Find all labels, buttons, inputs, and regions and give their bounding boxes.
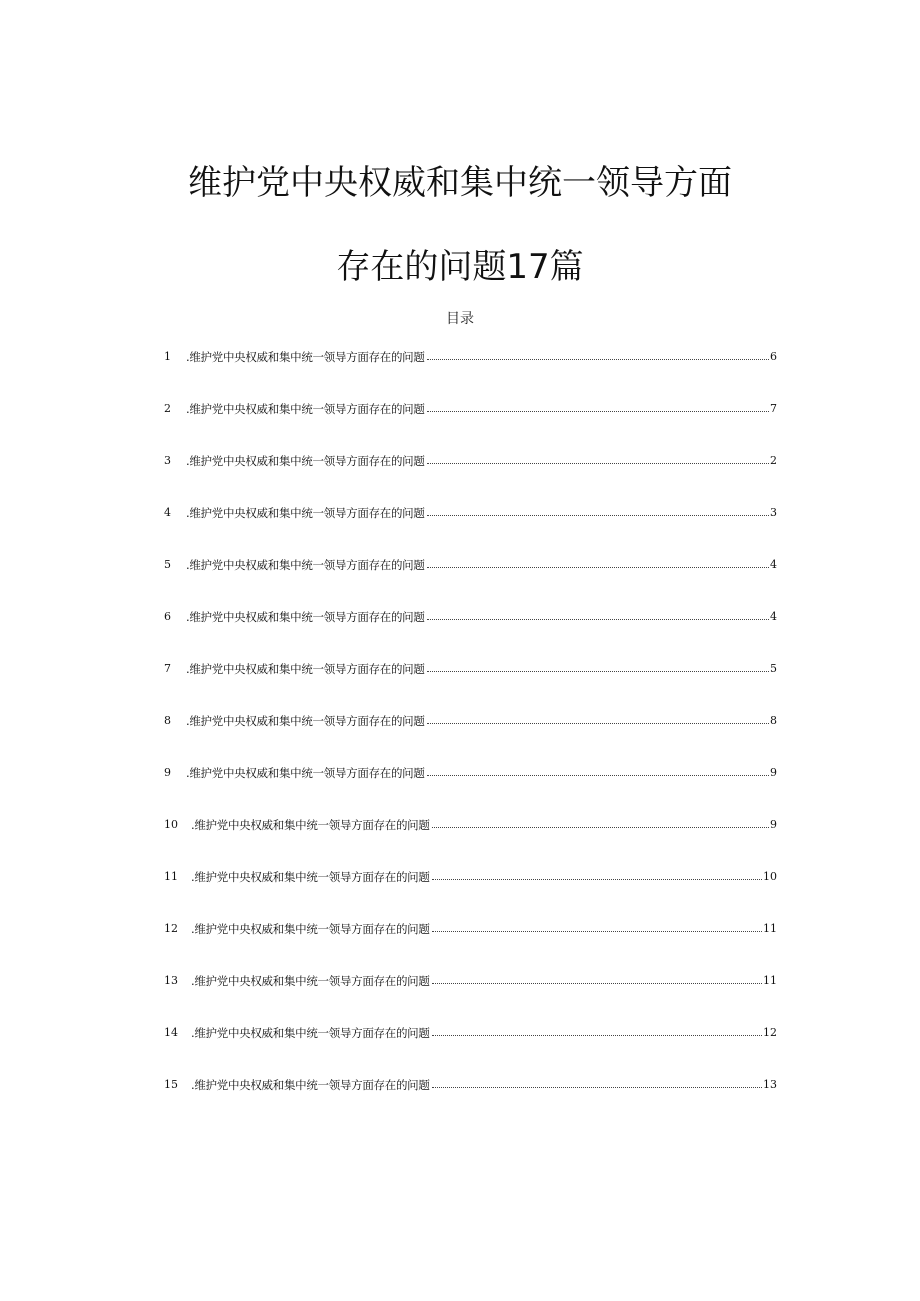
toc-entry-page: 5 bbox=[770, 662, 777, 675]
toc-entry-title: .维护党中央权威和集中统一领导方面存在的问题 bbox=[191, 870, 430, 884]
toc-entry-number: 7 bbox=[164, 662, 171, 675]
toc-entry-title: .维护党中央权威和集中统一领导方面存在的问题 bbox=[191, 1026, 430, 1040]
toc-entry-page: 4 bbox=[770, 610, 777, 623]
toc-entry-number: 12 bbox=[164, 922, 178, 935]
toc-entry-number: 5 bbox=[164, 558, 171, 571]
toc-dot-leader bbox=[427, 347, 769, 360]
toc-entry-title: .维护党中央权威和集中统一领导方面存在的问题 bbox=[186, 662, 425, 676]
toc-entry-number: 3 bbox=[164, 454, 171, 467]
toc-dot-leader bbox=[427, 555, 769, 568]
toc-dot-leader bbox=[432, 815, 769, 828]
toc-dot-leader bbox=[432, 971, 762, 984]
toc-dot-leader bbox=[427, 451, 769, 464]
toc-entry-number: 6 bbox=[164, 610, 171, 623]
toc-entry[interactable] bbox=[164, 971, 777, 1023]
toc-entry-title: .维护党中央权威和集中统一领导方面存在的问题 bbox=[191, 1078, 430, 1092]
toc-entry-title: .维护党中央权威和集中统一领导方面存在的问题 bbox=[186, 558, 425, 572]
toc-entry-number: 11 bbox=[164, 870, 178, 883]
toc-entry[interactable] bbox=[164, 1075, 777, 1127]
toc-entry-title: .维护党中央权威和集中统一领导方面存在的问题 bbox=[191, 974, 430, 988]
toc-entry-number: 1 bbox=[164, 350, 171, 363]
toc-entry-page: 6 bbox=[770, 350, 777, 363]
toc-entry-page: 3 bbox=[770, 506, 777, 519]
toc-entry-page: 11 bbox=[763, 974, 777, 987]
toc-entry-page: 2 bbox=[770, 454, 777, 467]
toc-entry[interactable] bbox=[164, 399, 777, 451]
toc-entry-number: 4 bbox=[164, 506, 171, 519]
toc-entry[interactable] bbox=[164, 607, 777, 659]
toc-entry-page: 9 bbox=[770, 766, 777, 779]
toc-entry-title: .维护党中央权威和集中统一领导方面存在的问题 bbox=[186, 714, 425, 728]
toc-entry[interactable] bbox=[164, 815, 777, 867]
toc-dot-leader bbox=[427, 763, 769, 776]
toc-entry-page: 12 bbox=[763, 1026, 777, 1039]
toc-entry[interactable] bbox=[164, 763, 777, 815]
toc-dot-leader bbox=[432, 1023, 762, 1036]
toc-entry-page: 9 bbox=[770, 818, 777, 831]
toc-entry[interactable] bbox=[164, 711, 777, 763]
toc-entry-number: 13 bbox=[164, 974, 178, 987]
toc-entry[interactable] bbox=[164, 503, 777, 555]
toc-entry-page: 7 bbox=[770, 402, 777, 415]
toc-entry[interactable] bbox=[164, 919, 777, 971]
toc-dot-leader bbox=[427, 711, 769, 724]
toc-dot-leader bbox=[427, 607, 769, 620]
table-of-contents bbox=[164, 347, 777, 1127]
toc-entry-page: 8 bbox=[770, 714, 777, 727]
toc-dot-leader bbox=[432, 1075, 762, 1088]
toc-entry-page: 13 bbox=[763, 1078, 777, 1091]
toc-entry-title: .维护党中央权威和集中统一领导方面存在的问题 bbox=[186, 350, 425, 364]
toc-entry[interactable] bbox=[164, 867, 777, 919]
toc-entry[interactable] bbox=[164, 451, 777, 503]
toc-entry-title: .维护党中央权威和集中统一领导方面存在的问题 bbox=[186, 506, 425, 520]
toc-dot-leader bbox=[432, 919, 762, 932]
toc-entry[interactable] bbox=[164, 1023, 777, 1075]
toc-entry-number: 9 bbox=[164, 766, 171, 779]
toc-dot-leader bbox=[427, 399, 769, 412]
document-title-line-1: 维护党中央权威和集中统一领导方面 bbox=[188, 163, 732, 203]
toc-dot-leader bbox=[432, 867, 762, 880]
toc-entry-title: .维护党中央权威和集中统一领导方面存在的问题 bbox=[186, 402, 425, 416]
toc-entry-title: .维护党中央权威和集中统一领导方面存在的问题 bbox=[191, 922, 430, 936]
toc-dot-leader bbox=[427, 503, 769, 516]
toc-heading: 目录 bbox=[446, 311, 474, 327]
toc-entry-number: 15 bbox=[164, 1078, 178, 1091]
toc-entry-title: .维护党中央权威和集中统一领导方面存在的问题 bbox=[191, 818, 430, 832]
toc-dot-leader bbox=[427, 659, 769, 672]
toc-entry[interactable] bbox=[164, 555, 777, 607]
toc-entry-title: .维护党中央权威和集中统一领导方面存在的问题 bbox=[186, 610, 425, 624]
toc-entry[interactable] bbox=[164, 659, 777, 711]
toc-entry-page: 4 bbox=[770, 558, 777, 571]
toc-entry-page: 11 bbox=[763, 922, 777, 935]
toc-entry-page: 10 bbox=[763, 870, 777, 883]
toc-entry-number: 14 bbox=[164, 1026, 178, 1039]
toc-entry-number: 2 bbox=[164, 402, 171, 415]
toc-entry[interactable] bbox=[164, 347, 777, 399]
toc-entry-title: .维护党中央权威和集中统一领导方面存在的问题 bbox=[186, 454, 425, 468]
toc-entry-title: .维护党中央权威和集中统一领导方面存在的问题 bbox=[186, 766, 425, 780]
toc-entry-number: 10 bbox=[164, 818, 178, 831]
toc-entry-number: 8 bbox=[164, 714, 171, 727]
document-title-line-2: 存在的问题17篇 bbox=[336, 247, 584, 287]
